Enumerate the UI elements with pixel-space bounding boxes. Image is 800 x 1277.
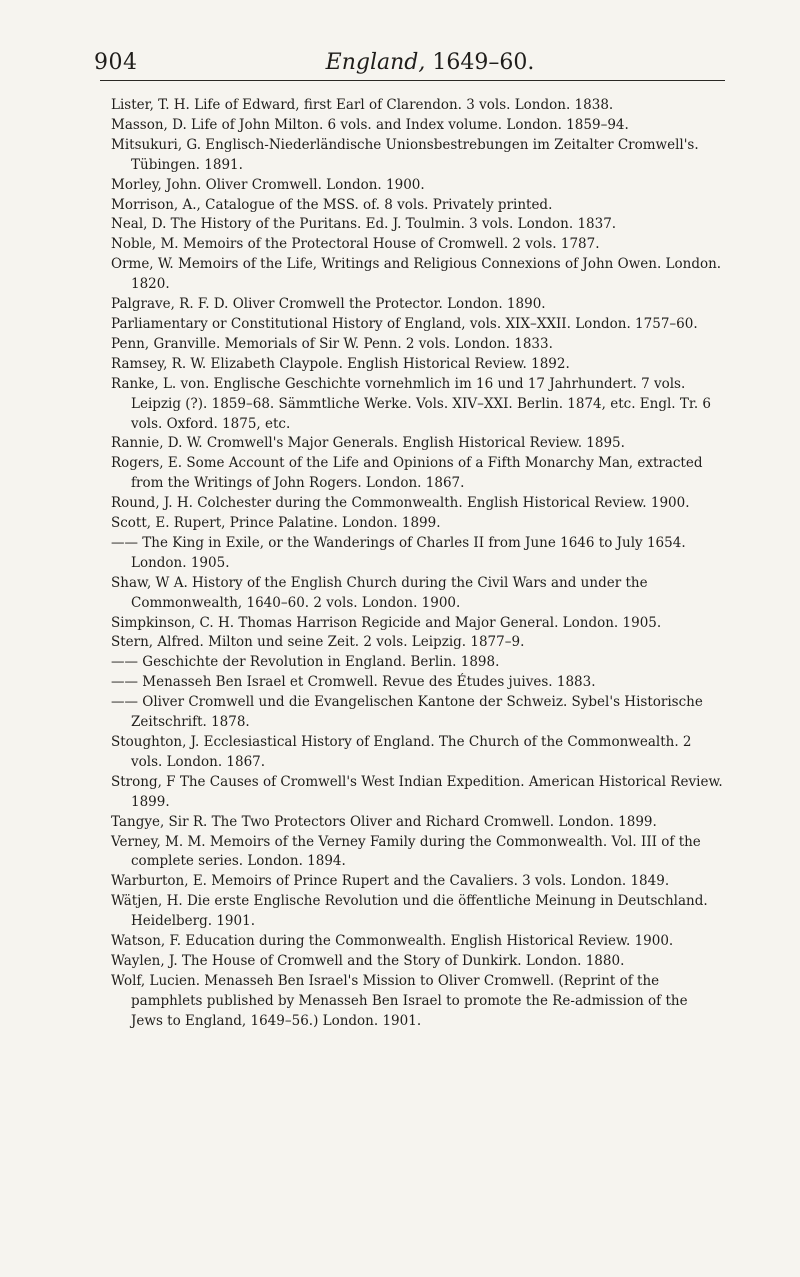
bibliography-entry: Rannie, D. W. Cromwell's Major Generals. English Historical Review. 1895. — [111, 435, 625, 452]
bibliography-entry: Stoughton, J. Ecclesiastical History of England. The Church of the Commonwealth. 2 vols. London. 1867. — [111, 734, 692, 770]
bibliography-entry: Morley, John. Oliver Cromwell. London. 1900. — [111, 176, 425, 193]
bibliography-entry: Tangye, Sir R. The Two Protectors Oliver and Richard Cromwell. London. 1899. — [111, 813, 657, 830]
bibliography-entry: —— Geschichte der Revolution in England. Berlin. 1898. — [111, 654, 500, 671]
bibliography-entry: Palgrave, R. F. D. Oliver Cromwell the Protector. London. 1890. — [111, 296, 546, 313]
bibliography-entry: Noble, M. Memoirs of the Protectoral House of Cromwell. 2 vols. 1787. — [111, 236, 600, 253]
bibliography-entry: Watson, F. Education during the Commonwealth. English Historical Review. 1900. — [111, 933, 674, 950]
bibliography-entry: Ranke, L. von. Englische Geschichte vornehmlich im 16 und 17 Jahrhundert. 7 vols. Leipzig (?). 1859–68. Sämmtliche Werke. Vols. XIV–XXI. Berlin. 1874, etc. Engl. Tr. 6 vols. Oxford. 1875, etc. — [111, 375, 712, 432]
bibliography-entry: Waylen, J. The House of Cromwell and the Story of Dunkirk. London. 1880. — [111, 952, 625, 969]
bibliography-entry: Rogers, E. Some Account of the Life and Opinions of a Fifth Monarchy Man, extracted from the Writings of John Rogers. London. 1867. — [111, 455, 703, 492]
running-title — [94, 50, 726, 75]
bibliography-entry: Wolf, Lucien. Menasseh Ben Israel's Mission to Oliver Cromwell. (Reprint of the pamphlets published by Menasseh Ben Israel to promote the Re-admission of the Jews to England, 1649–56.) London. 1901. — [111, 972, 688, 1029]
bibliography-entry: Simpkinson, C. H. Thomas Harrison Regicide and Major General. London. 1905. — [111, 614, 662, 631]
page-number: 904 — [94, 50, 138, 75]
bibliography-entry: Wätjen, H. Die erste Englische Revolution und die öffentliche Meinung in Deutschland. Heidelberg. 1901. — [111, 893, 708, 930]
bibliography-entry: Warburton, E. Memoirs of Prince Rupert and the Cavaliers. 3 vols. London. 1849. — [111, 873, 670, 890]
bibliography-entry: Strong, F The Causes of Cromwell's West Indian Expedition. American Historical Review. 1899. — [111, 773, 723, 810]
bibliography-entry: Orme, W. Memoirs of the Life, Writings and Religious Connexions of John Owen. London. 1820. — [111, 256, 722, 293]
page-header — [94, 40, 726, 80]
bibliography-entry: Verney, M. M. Memoirs of the Verney Family during the Commonwealth. Vol. III of the complete series. London. 1894. — [111, 833, 701, 870]
bibliography-entry: Parliamentary or Constitutional History of England, vols. XIX–XXII. London. 1757–60. — [111, 315, 698, 332]
bibliography-entry: —— Oliver Cromwell und die Evangelischen Kantone der Schweiz. Sybel's Historische Zeitschrift. 1878. — [111, 694, 703, 731]
bibliography-entry: Round, J. H. Colchester during the Commonwealth. English Historical Review. 1900. — [111, 495, 690, 512]
running-title-italic: England, — [325, 50, 426, 75]
bibliography-entry: Neal, D. The History of the Puritans. Ed. J. Toulmin. 3 vols. London. 1837. — [111, 216, 617, 233]
bibliography-entry: Mitsukuri, G. Englisch-Niederländische Unionsbestrebungen im Zeitalter Cromwell's. Tübingen. 1891. — [111, 136, 699, 173]
bibliography-list — [111, 96, 723, 1032]
bibliography-entry: Lister, T. H. Life of Edward, first Earl of Clarendon. 3 vols. London. 1838. — [111, 97, 614, 113]
bibliography-entry: Scott, E. Rupert, Prince Palatine. London. 1899. — [111, 515, 441, 532]
bibliography-entry: Shaw, W A. History of the English Church during the Civil Wars and under the Commonwealth, 1640–60. 2 vols. London. 1900. — [111, 574, 648, 611]
bibliography-entry: Masson, D. Life of John Milton. 6 vols. and Index volume. London. 1859–94. — [111, 116, 629, 133]
bibliography-entry: —— The King in Exile, or the Wanderings of Charles II from June 1646 to July 1654. London. 1905. — [111, 534, 686, 571]
bibliography-entry: Stern, Alfred. Milton und seine Zeit. 2 vols. Leipzig. 1877–9. — [111, 634, 525, 651]
bibliography-entry: Morrison, A., Catalogue of the MSS. of. 8 vols. Privately printed. — [111, 196, 553, 213]
bibliography-entry: Ramsey, R. W. Elizabeth Claypole. English Historical Review. 1892. — [111, 355, 570, 372]
bibliography-entry: —— Menasseh Ben Israel et Cromwell. Revue des Études juives. 1883. — [111, 674, 596, 691]
running-title-dates: 1649–60. — [425, 50, 535, 75]
bibliography-entry: Penn, Granville. Memorials of Sir W. Penn. 2 vols. London. 1833. — [111, 335, 553, 352]
header-rule — [100, 80, 725, 81]
